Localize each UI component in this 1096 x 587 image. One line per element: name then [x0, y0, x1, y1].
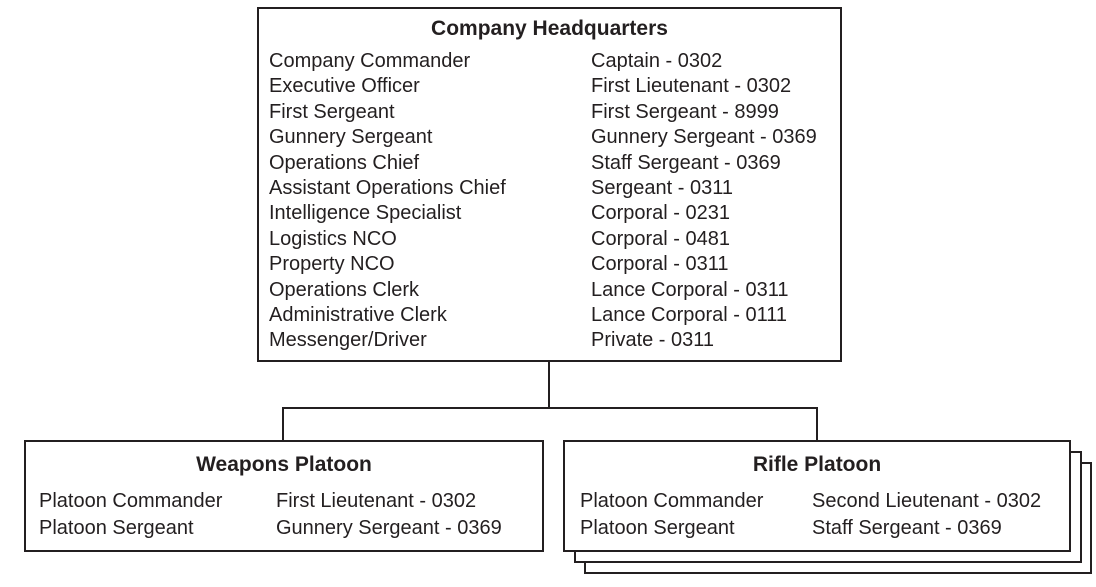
rank-label: Staff Sergeant - 0369 — [812, 517, 1002, 539]
billet-label: Administrative Clerk — [269, 303, 447, 326]
headquarters-billet-column — [269, 49, 506, 354]
rank-label: Corporal - 0311 — [591, 253, 729, 276]
weapons-platoon-title: Weapons Platoon — [196, 453, 372, 476]
rank-label: Gunnery Sergeant - 0369 — [591, 126, 817, 149]
headquarters-box — [257, 7, 842, 362]
rank-label: Staff Sergeant - 0369 — [591, 151, 781, 174]
connector-hq-down — [548, 361, 550, 409]
billet-label: Platoon Sergeant — [39, 517, 194, 539]
connector-weapons — [282, 407, 284, 441]
billet-label: Property NCO — [269, 253, 395, 276]
rifle-rank-column — [812, 488, 1041, 542]
billet-label: Operations Chief — [269, 151, 420, 174]
billet-label: Logistics NCO — [269, 227, 397, 250]
rifle-platoon-box — [563, 440, 1071, 552]
rank-label: First Sergeant - 8999 — [591, 100, 779, 123]
rifle-platoon-title: Rifle Platoon — [752, 453, 882, 476]
billet-label: Gunnery Sergeant — [269, 126, 433, 149]
billet-label: Assistant Operations Chief — [269, 176, 506, 199]
rank-label: Private - 0311 — [591, 329, 715, 352]
billet-label: Intelligence Specialist — [269, 202, 462, 225]
weapons-platoon-box — [24, 440, 544, 552]
billet-label: Company Commander — [269, 50, 471, 72]
billet-label: Platoon Commander — [39, 490, 223, 512]
billet-label: Messenger/Driver — [269, 329, 427, 352]
billet-label: Platoon Commander — [580, 490, 764, 512]
rank-label: Second Lieutenant - 0302 — [812, 490, 1042, 512]
rank-label: First Lieutenant - 0302 — [591, 75, 792, 98]
rank-label: Sergeant - 0311 — [591, 176, 733, 199]
rank-label: Corporal - 0231 — [591, 202, 730, 225]
rank-label: Corporal - 0481 — [591, 227, 730, 250]
rank-label: Gunnery Sergeant - 0369 — [276, 517, 502, 539]
rank-label: Lance Corporal - 0311 — [591, 278, 789, 301]
billet-label: Executive Officer — [269, 75, 420, 98]
weapons-billet-column — [39, 488, 222, 542]
billet-label: Platoon Sergeant — [580, 517, 735, 539]
rank-label: Captain - 0302 — [591, 50, 723, 72]
billet-label: Operations Clerk — [269, 278, 420, 301]
weapons-rank-column — [276, 488, 502, 542]
headquarters-rank-column — [591, 49, 817, 354]
rifle-billet-column — [580, 488, 763, 542]
connector-rifle — [816, 407, 818, 441]
rank-label: Lance Corporal - 0111 — [591, 303, 788, 326]
headquarters-title: Company Headquarters — [431, 17, 668, 40]
connector-horizontal — [282, 407, 818, 409]
billet-label: First Sergeant — [269, 100, 395, 123]
rank-label: First Lieutenant - 0302 — [276, 490, 477, 512]
